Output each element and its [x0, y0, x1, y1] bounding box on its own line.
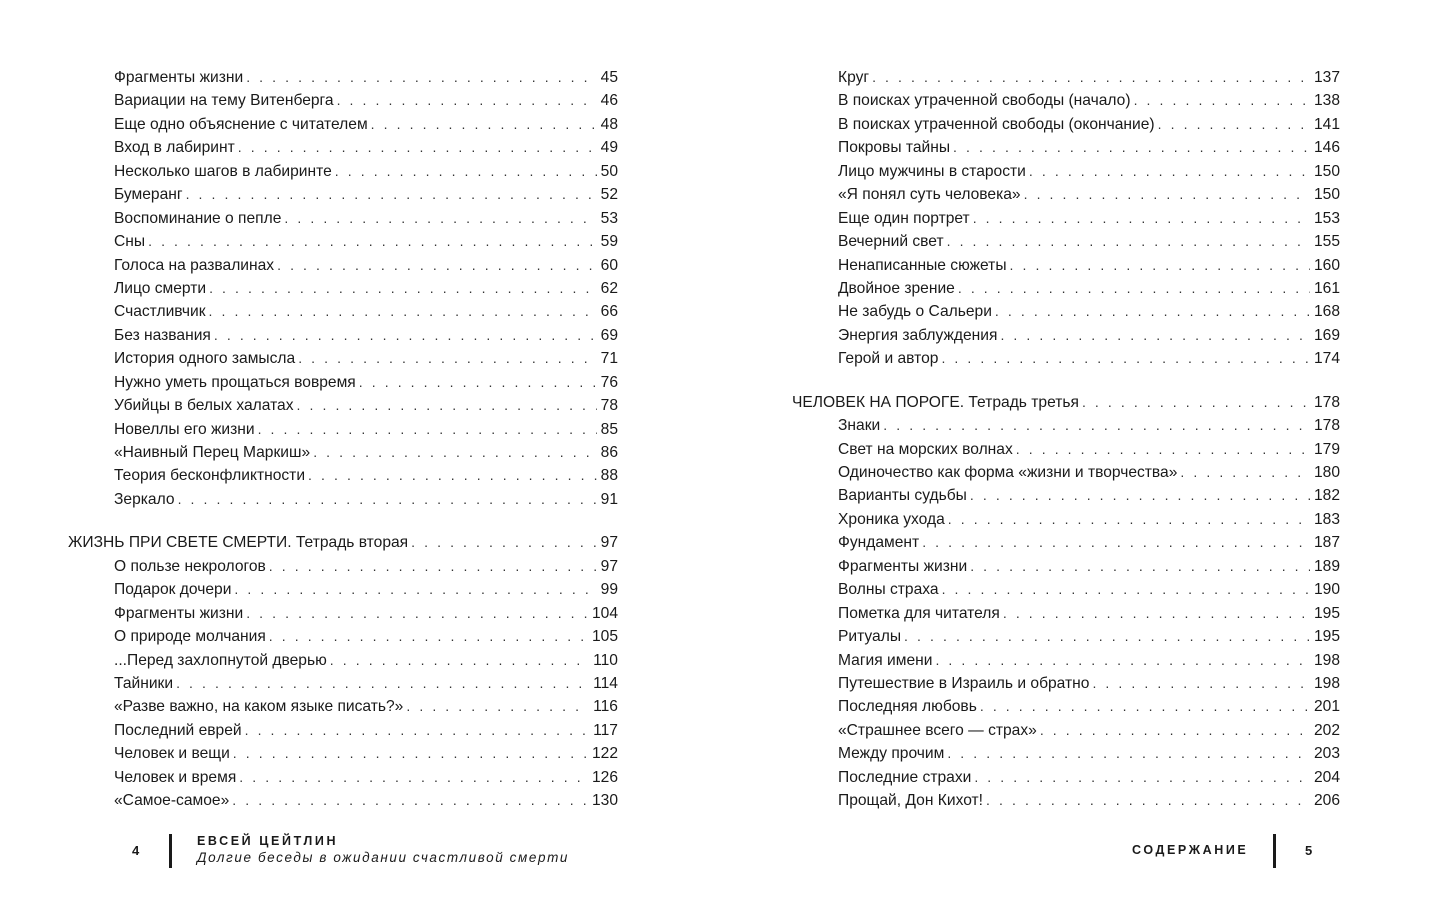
toc-entry: [68, 695, 618, 718]
toc-entry-page: 187: [1313, 534, 1340, 552]
toc-entry-title: О природе молчания: [114, 628, 266, 646]
dot-leader: [258, 418, 597, 441]
dot-leader: [947, 742, 1310, 765]
toc-entry-title: ...Перед захлопнутой дверью: [114, 651, 327, 669]
toc-entry-page: 60: [600, 256, 618, 274]
toc-entry-title: Вариации на тему Витенберга: [114, 92, 334, 110]
toc-entry-title: Теория бесконфликтности: [114, 467, 306, 485]
toc-entry-title: Варианты судьбы: [838, 487, 967, 505]
toc-section-heading: [68, 531, 618, 554]
dot-leader: [974, 766, 1310, 789]
toc-entry-title: Несколько шагов в лабиринте: [114, 162, 332, 180]
toc-entry-title: Бумеранг: [114, 186, 183, 204]
toc-entry: [792, 113, 1340, 136]
toc-entry-title: Последний еврей: [114, 721, 242, 739]
dot-leader: [284, 207, 596, 230]
toc-entry: [792, 461, 1340, 484]
dot-leader: [246, 602, 588, 625]
toc-entry: [68, 371, 618, 394]
dot-leader: [1180, 461, 1310, 484]
dot-leader: [872, 66, 1310, 89]
toc-entry-page: 117: [593, 721, 618, 739]
toc-entry: [68, 160, 618, 183]
toc-entry-page: 116: [593, 698, 618, 716]
toc-entry-page: 198: [1313, 651, 1340, 669]
toc-entry-page: 78: [600, 397, 618, 415]
toc-entry-title: Магия имени: [838, 651, 933, 669]
toc-entry-page: 174: [1313, 350, 1340, 368]
toc-entry-page: 46: [600, 92, 618, 110]
toc-entry: [792, 789, 1340, 812]
dot-leader: [980, 695, 1310, 718]
dot-leader: [1024, 183, 1310, 206]
page-number: 5: [1305, 843, 1313, 858]
toc-entry-page: 178: [1313, 417, 1340, 435]
dot-leader: [330, 649, 589, 672]
toc-entry-page: 190: [1313, 581, 1340, 599]
toc-entry-page: 198: [1313, 674, 1340, 692]
toc-entry: [68, 136, 618, 159]
toc-entry: [792, 578, 1340, 601]
toc-entry-title: Фундамент: [838, 534, 920, 552]
toc-entry-page: 178: [1313, 393, 1340, 411]
dot-leader: [269, 555, 597, 578]
toc-entry: [68, 324, 618, 347]
toc-entry: [68, 766, 618, 789]
toc-entry: [68, 207, 618, 230]
toc-entry-title: Еще одно объяснение с читателем: [114, 115, 368, 133]
toc-entry-title: Покровы тайны: [838, 139, 951, 157]
toc-entry-page: 195: [1313, 604, 1340, 622]
toc-entry-page: 161: [1313, 279, 1340, 297]
toc-entry-title: Фрагменты жизни: [114, 69, 244, 86]
toc-entry: [68, 672, 618, 695]
toc-entry-page: 50: [600, 162, 618, 180]
dot-leader: [1082, 391, 1310, 414]
toc-entry: [792, 649, 1340, 672]
toc-entry-page: 48: [600, 115, 618, 133]
toc-entry: [792, 277, 1340, 300]
toc-entry: [68, 277, 618, 300]
toc-entry-title: Знаки: [838, 417, 881, 435]
toc-entry-title: «Страшнее всего — страх»: [838, 721, 1037, 739]
dot-leader: [948, 508, 1310, 531]
toc-entry: [68, 300, 618, 323]
toc-entry-title: Последняя любовь: [838, 698, 977, 716]
toc-entry: [792, 207, 1340, 230]
toc-entry: [68, 89, 618, 112]
toc-entry-page: 138: [1313, 92, 1340, 110]
dot-leader: [995, 300, 1310, 323]
toc-entry-page: 180: [1313, 464, 1340, 481]
dot-leader: [1040, 719, 1310, 742]
dot-leader: [1029, 160, 1310, 183]
table-of-contents: [68, 66, 618, 813]
toc-entry: [792, 484, 1340, 507]
toc-entry-page: 45: [600, 69, 618, 86]
toc-entry: [68, 254, 618, 277]
toc-entry-title: «Разве важно, на каком языке писать?»: [114, 698, 404, 716]
toc-entry-page: 91: [600, 490, 618, 508]
toc-entry: [792, 136, 1340, 159]
dot-leader: [406, 695, 589, 718]
toc-entry: [68, 394, 618, 417]
toc-entry-page: 160: [1313, 256, 1340, 274]
toc-entry-title: Фрагменты жизни: [114, 604, 244, 622]
toc-entry-page: 169: [1313, 326, 1340, 344]
toc-entry-page: 122: [591, 745, 618, 763]
toc-entry-title: В поисках утраченной свободы (окончание): [838, 115, 1155, 133]
left-page: [0, 0, 722, 919]
dot-leader: [297, 394, 597, 417]
dot-leader: [186, 183, 597, 206]
toc-entry-title: Голоса на развалинах: [114, 256, 275, 274]
toc-entry-title: ЧЕЛОВЕК НА ПОРОГЕ. Тетрадь третья: [792, 393, 1079, 411]
toc-entry-title: Между прочим: [838, 745, 945, 763]
toc-entry-title: Последние страхи: [838, 768, 972, 786]
toc-entry-title: Ритуалы: [838, 628, 902, 646]
toc-entry: [68, 555, 618, 578]
dot-leader: [1016, 438, 1310, 461]
toc-entry: [68, 418, 618, 441]
toc-entry-title: Воспоминание о пепле: [114, 209, 282, 227]
toc-entry-title: Путешествие в Израиль и обратно: [838, 674, 1090, 692]
toc-entry-page: 104: [591, 604, 618, 622]
toc-entry-title: Убийцы в белых халатах: [114, 397, 294, 415]
dot-leader: [214, 324, 597, 347]
footer-divider: [1273, 834, 1276, 868]
toc-entry-title: Нужно уметь прощаться вовремя: [114, 373, 356, 391]
toc-entry: [792, 414, 1340, 437]
toc-entry: [792, 531, 1340, 554]
toc-entry-title: Человек и вещи: [114, 745, 230, 763]
toc-entry-title: Свет на морских волнах: [838, 440, 1013, 458]
dot-leader: [1158, 113, 1310, 136]
toc-entry-page: 126: [591, 768, 618, 786]
toc-entry-page: 97: [600, 557, 618, 575]
toc-entry-page: 99: [600, 581, 618, 599]
toc-entry-title: ЖИЗНЬ ПРИ СВЕТЕ СМЕРТИ. Тетрадь вторая: [68, 534, 409, 552]
toc-entry-title: Новеллы его жизни: [114, 420, 255, 438]
dot-leader: [269, 625, 588, 648]
toc-entry-title: Ненаписанные сюжеты: [838, 256, 1007, 274]
toc-entry-page: 202: [1313, 721, 1340, 739]
toc-entry: [792, 324, 1340, 347]
toc-entry-page: 53: [600, 209, 618, 227]
footer-divider: [169, 834, 172, 868]
toc-entry: [68, 789, 618, 812]
toc-entry: [792, 160, 1340, 183]
toc-entry-page: 97: [600, 534, 618, 552]
toc-entry-page: 168: [1313, 303, 1340, 321]
toc-entry-page: 85: [600, 420, 618, 438]
toc-entry-page: 150: [1313, 186, 1340, 204]
dot-leader: [245, 719, 590, 742]
toc-entry-title: «Самое-самое»: [114, 792, 230, 810]
toc-section-heading: [792, 391, 1340, 414]
toc-entry-page: 137: [1313, 69, 1340, 86]
toc-entry-title: Зеркало: [114, 490, 175, 508]
toc-entry-page: 182: [1313, 487, 1340, 505]
dot-leader: [883, 414, 1310, 437]
dot-leader: [970, 555, 1310, 578]
dot-leader: [337, 89, 597, 112]
toc-entry-page: 153: [1313, 209, 1340, 227]
author-name: ЕВСЕЙ ЦЕЙТЛИН: [197, 834, 339, 848]
toc-entry-title: «Я понял суть человека»: [838, 186, 1021, 204]
dot-leader: [1092, 672, 1310, 695]
toc-entry-page: 130: [591, 792, 618, 810]
toc-entry: [792, 438, 1340, 461]
book-title: Долгие беседы в ожидании счастливой смерти: [197, 850, 570, 865]
toc-entry-page: 52: [600, 186, 618, 204]
dot-leader: [1000, 324, 1310, 347]
toc-entry: [792, 555, 1340, 578]
toc-entry-page: 76: [600, 373, 618, 391]
toc-entry-page: 59: [600, 233, 618, 251]
toc-entry-page: 88: [600, 467, 618, 485]
toc-entry-title: Волны страха: [838, 581, 939, 599]
toc-entry: [68, 230, 618, 253]
dot-leader: [922, 531, 1310, 554]
toc-entry-title: Хроника ухода: [838, 510, 945, 528]
toc-entry-page: 203: [1313, 745, 1340, 763]
toc-entry: [792, 254, 1340, 277]
dot-leader: [1003, 602, 1310, 625]
toc-entry-title: В поисках утраченной свободы (начало): [838, 92, 1131, 110]
dot-leader: [935, 649, 1310, 672]
toc-entry-page: 189: [1313, 557, 1340, 575]
dot-leader: [335, 160, 597, 183]
dot-leader: [209, 300, 597, 323]
running-head: СОДЕРЖАНИЕ: [1132, 843, 1249, 857]
toc-entry: [792, 766, 1340, 789]
table-of-contents: [792, 66, 1340, 813]
toc-entry: [68, 625, 618, 648]
toc-entry: [68, 719, 618, 742]
toc-entry: [792, 742, 1340, 765]
toc-entry-page: 183: [1313, 510, 1340, 528]
toc-entry-title: Сны: [114, 233, 146, 251]
toc-entry-page: 146: [1313, 139, 1340, 157]
dot-leader: [178, 488, 597, 511]
dot-leader: [973, 207, 1310, 230]
dot-leader: [308, 464, 597, 487]
toc-entry: [792, 66, 1340, 89]
toc-entry-page: 114: [593, 674, 618, 692]
dot-leader: [958, 277, 1310, 300]
toc-entry: [792, 300, 1340, 323]
dot-leader: [148, 230, 597, 253]
toc-entry: [792, 672, 1340, 695]
toc-entry-page: 206: [1313, 792, 1340, 810]
toc-entry-page: 105: [591, 628, 618, 646]
toc-entry-title: Лицо смерти: [114, 279, 207, 297]
toc-entry-page: 179: [1313, 440, 1340, 458]
dot-leader: [953, 136, 1310, 159]
toc-entry: [792, 695, 1340, 718]
dot-leader: [176, 672, 589, 695]
toc-entry-title: Прощай, Дон Кихот!: [838, 792, 984, 810]
toc-entry-page: 110: [593, 651, 618, 669]
toc-entry-title: Человек и время: [114, 768, 237, 786]
toc-entry-title: Тайники: [114, 674, 174, 692]
toc-entry-title: Круг: [838, 69, 870, 86]
page-footer: [0, 834, 722, 868]
page-number: 4: [132, 843, 140, 858]
toc-entry-title: Вход в лабиринт: [114, 139, 235, 157]
dot-leader: [411, 531, 597, 554]
toc-entry-page: 155: [1313, 233, 1340, 251]
toc-entry-page: 49: [600, 139, 618, 157]
dot-leader: [942, 578, 1310, 601]
toc-entry: [68, 742, 618, 765]
toc-entry-title: «Наивный Перец Маркиш»: [114, 444, 311, 461]
dot-leader: [238, 136, 597, 159]
dot-leader: [941, 347, 1310, 370]
toc-entry: [792, 625, 1340, 648]
dot-leader: [298, 347, 596, 370]
dot-leader: [313, 441, 596, 464]
dot-leader: [947, 230, 1310, 253]
dot-leader: [371, 113, 597, 136]
toc-entry: [68, 649, 618, 672]
toc-entry-title: Без названия: [114, 326, 211, 344]
toc-entry-title: Вечерний свет: [838, 233, 944, 251]
page-footer: [722, 834, 1445, 868]
toc-entry: [68, 66, 618, 89]
toc-entry-page: 69: [600, 326, 618, 344]
dot-leader: [234, 578, 596, 601]
toc-entry: [792, 89, 1340, 112]
dot-leader: [970, 484, 1310, 507]
toc-entry-page: 66: [600, 303, 618, 321]
dot-leader: [277, 254, 597, 277]
toc-entry-title: Пометка для читателя: [838, 604, 1000, 622]
toc-entry-title: История одного замысла: [114, 350, 296, 368]
toc-entry-title: О пользе некрологов: [114, 557, 266, 575]
toc-entry-page: 150: [1313, 162, 1340, 180]
toc-entry-page: 201: [1313, 698, 1340, 716]
dot-leader: [239, 766, 588, 789]
toc-entry: [792, 719, 1340, 742]
toc-entry-page: 195: [1313, 628, 1340, 646]
toc-entry-title: Одиночество как форма «жизни и творчества»: [838, 464, 1178, 481]
toc-entry: [792, 230, 1340, 253]
dot-leader: [1010, 254, 1310, 277]
toc-entry-page: 71: [600, 350, 618, 368]
toc-entry-page: 141: [1313, 115, 1340, 133]
dot-leader: [233, 742, 588, 765]
toc-entry: [792, 602, 1340, 625]
dot-leader: [359, 371, 597, 394]
toc-entry: [68, 464, 618, 487]
toc-entry: [68, 488, 618, 511]
toc-entry: [792, 347, 1340, 370]
dot-leader: [209, 277, 597, 300]
toc-entry-title: Еще один портрет: [838, 209, 970, 227]
toc-entry-title: Не забудь о Сальери: [838, 303, 992, 321]
toc-entry: [68, 113, 618, 136]
toc-entry-page: 86: [600, 444, 618, 461]
toc-entry: [68, 183, 618, 206]
toc-entry: [68, 347, 618, 370]
toc-entry-title: Фрагменты жизни: [838, 557, 968, 575]
toc-entry: [68, 578, 618, 601]
toc-entry-title: Счастливчик: [114, 303, 206, 321]
toc-entry: [792, 508, 1340, 531]
toc-entry-title: Герой и автор: [838, 350, 939, 368]
toc-entry-title: Подарок дочери: [114, 581, 232, 599]
toc-entry: [792, 183, 1340, 206]
dot-leader: [246, 66, 596, 89]
toc-entry: [68, 602, 618, 625]
toc-entry-page: 204: [1313, 768, 1340, 786]
dot-leader: [232, 789, 588, 812]
toc-entry-title: Энергия заблуждения: [838, 326, 998, 344]
toc-entry-page: 62: [600, 279, 618, 297]
dot-leader: [986, 789, 1310, 812]
right-page: [722, 0, 1445, 919]
toc-entry-title: Лицо мужчины в старости: [838, 162, 1026, 180]
toc-entry: [68, 441, 618, 464]
dot-leader: [1134, 89, 1310, 112]
toc-entry-title: Двойное зрение: [838, 279, 955, 297]
dot-leader: [904, 625, 1310, 648]
